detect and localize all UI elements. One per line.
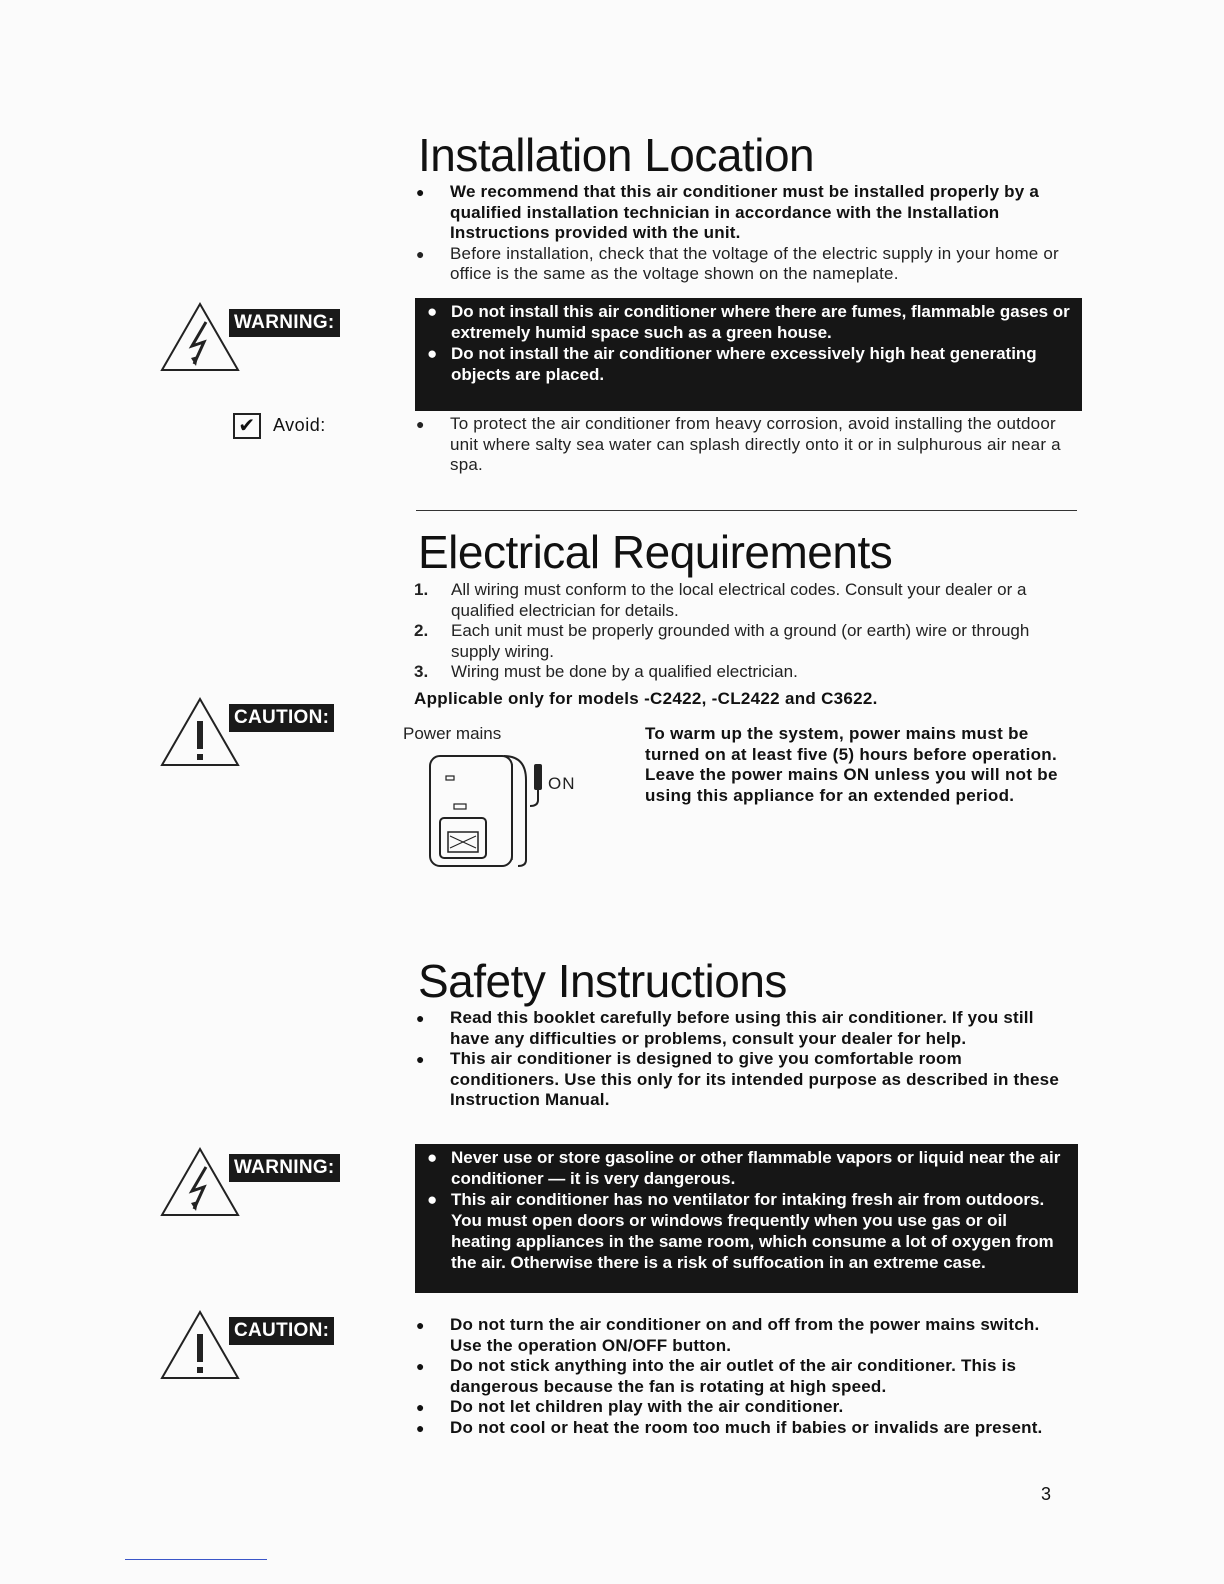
list-item: ● Do not let children play with the air conditioner. [416, 1397, 844, 1416]
caution-label: CAUTION: [229, 1317, 334, 1345]
list-item: ● Do not cool or heat the room too much if babies or invalids are present. [416, 1417, 1043, 1437]
list-item: 3. Wiring must be done by a qualified electrician. [414, 662, 798, 681]
installation-bullets [406, 182, 1068, 285]
warning-item: ● Do not install the air conditioner where excessively high heat generating objects are placed. [427, 344, 1037, 384]
avoid-text: To protect the air conditioner from heavy corrosion, avoid installing the outdoor unit where salty sea water can splash directly onto it or in sulphurous air near a spa. [450, 414, 1061, 474]
warning-item: ● Never use or store gasoline or other flammable vapors or liquid near the air conditioner — it is very dangerous. [427, 1148, 1061, 1188]
avoid-label: Avoid: [273, 414, 326, 435]
electrical-title: Electrical Requirements [418, 526, 893, 578]
list-item: ● To protect the air conditioner from heavy corrosion, avoid installing the outdoor unit where salty sea water can splash directly onto it or in sulphurous air near a spa. [416, 414, 1061, 474]
avoid-bullets [406, 414, 1068, 476]
power-mains-label: Power mains [403, 724, 502, 743]
power-mains-switch-icon [426, 750, 556, 872]
caution-badge [160, 1310, 350, 1366]
warning-badge [160, 302, 350, 358]
list-item: ● Do not turn the air conditioner on and off from the power mains switch. Use the operation ON/OFF button. [416, 1315, 1040, 1355]
list-item: ● Before installation, check that the voltage of the electric supply in your home or office is the same as the voltage shown on the nameplate. [416, 243, 1059, 283]
avoid-label-group [233, 413, 326, 439]
list-item: ● This air conditioner is designed to give you comfortable room conditioners. Use this only for its intended purpose as described in these Instruction Manual. [416, 1049, 1059, 1109]
warning-label: WARNING: [229, 1154, 340, 1182]
bullet-text: Before installation, check that the voltage of the electric supply in your home or office is the same as the voltage shown on the nameplate. [450, 243, 1059, 283]
caution-label: CAUTION: [229, 704, 334, 732]
safety-bullets [406, 1008, 1068, 1111]
safety-caution-bullets [406, 1315, 1068, 1438]
list-item: ● We recommend that this air conditioner must be installed properly by a qualified installation technician in accordance with the Installation Instructions provided with the unit. [416, 182, 1039, 242]
section-divider [416, 510, 1077, 511]
list-item: 2. Each unit must be properly grounded with a ground (or earth) wire or through supply wiring. [414, 621, 1030, 661]
electrical-items [414, 580, 1074, 683]
list-item: ● Read this booklet carefully before using this air conditioner. If you still have any difficulties or problems, consult your dealer for help. [416, 1008, 1034, 1048]
warning-item: ● Do not install this air conditioner where there are fumes, flammable gases or extremely humid space such as a green house. [427, 302, 1070, 342]
list-item: ● Do not stick anything into the air outlet of the air conditioner. This is dangerous because the fan is rotating at high speed. [416, 1356, 1017, 1396]
warning-label: WARNING: [229, 309, 340, 337]
list-item: 1. All wiring must conform to the local electrical codes. Consult your dealer or a qualified electrician for details. [414, 580, 1027, 620]
warning-badge [160, 1147, 350, 1203]
high-voltage-warning-icon [160, 302, 240, 374]
page-number: 3 [1041, 1484, 1052, 1504]
installation-title: Installation Location [418, 129, 815, 181]
safety-warning-banner [415, 1144, 1078, 1293]
exclamation-caution-icon [160, 1310, 240, 1382]
models-note: Applicable only for models -C2422, -CL2422 and C3622. [414, 689, 878, 708]
installation-warning-banner [415, 298, 1082, 411]
checkmark-icon: ✔ [233, 413, 261, 439]
exclamation-caution-icon [160, 697, 240, 769]
switch-on-label: ON [548, 774, 576, 793]
safety-title: Safety Instructions [418, 955, 787, 1007]
high-voltage-warning-icon [160, 1147, 240, 1219]
bullet-text: We recommend that this air conditioner must be installed properly by a qualified installation technician in accordance with the Installation Instructions provided with the unit. [450, 182, 1039, 242]
caution-badge [160, 697, 350, 753]
footer-line [125, 1559, 267, 1560]
warmup-text: To warm up the system, power mains must be turned on at least five (5) hours before operation. Leave the power mains ON unless you will not be using this appliance for an extended period. [645, 724, 1058, 805]
warning-item: ● This air conditioner has no ventilator for intaking fresh air from outdoors. You must open doors or windows frequently when you use gas or oil heating appliances in the same room, which consume a lot of oxygen from the air. Otherwise there is a risk of suffocation in an extreme case. [427, 1190, 1054, 1272]
